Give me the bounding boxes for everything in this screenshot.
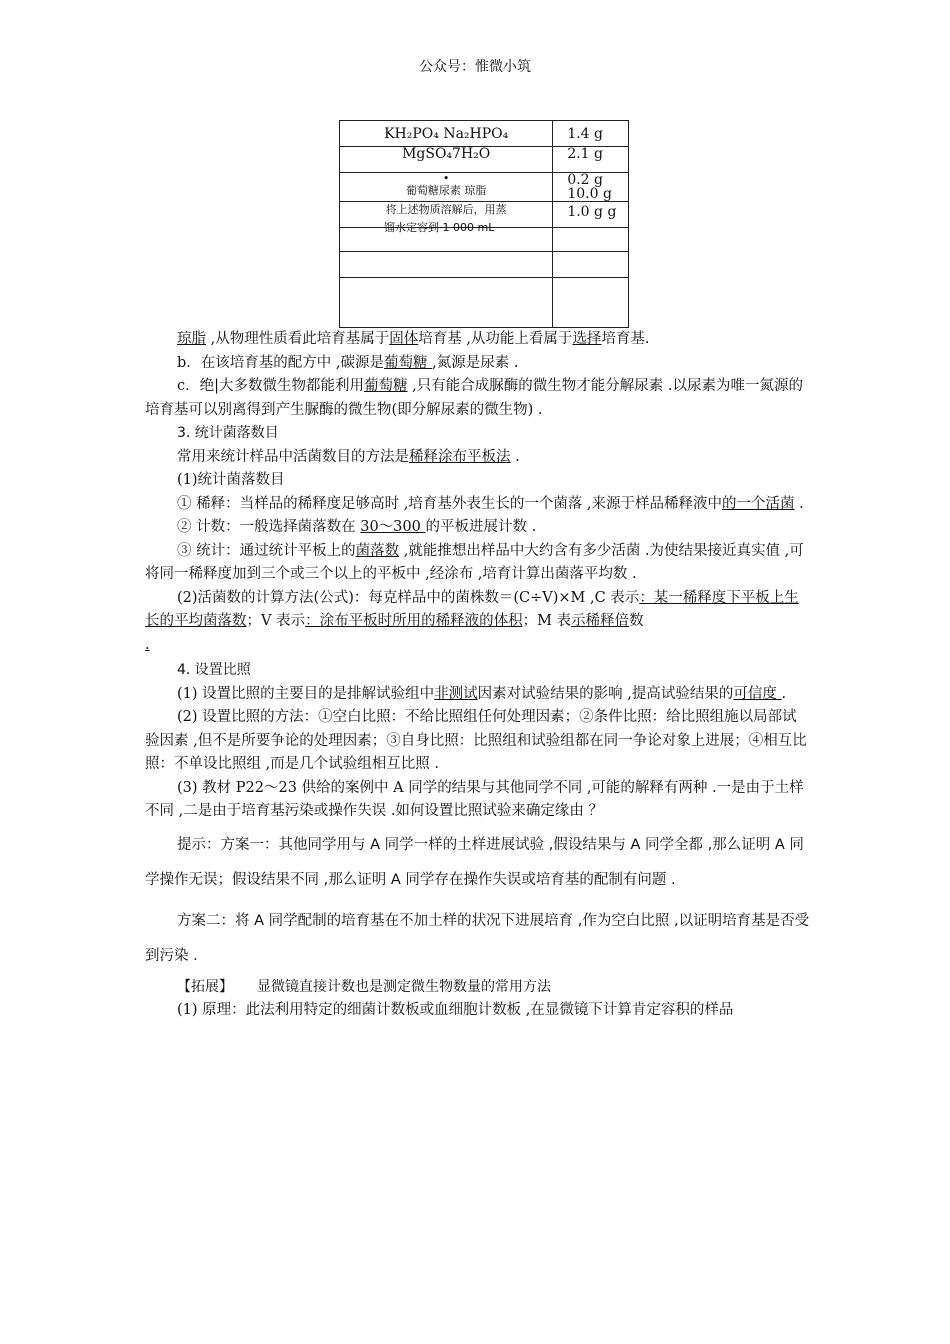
section-heading: 4. 设置比照	[177, 662, 251, 678]
table-cell	[553, 228, 629, 252]
amount-5: 1.0 g g	[567, 204, 617, 220]
text: ,就能推想出样品中大约含有多少活菌 .为使结果接近真实值 ,可将同一稀释度加到三个或三个以上的平板中 ,经涂布 ,培育计算出菌落平均数 .	[145, 542, 804, 582]
text: .	[510, 448, 520, 465]
amount-3: 0.2 g	[567, 172, 604, 188]
answer-non-test: 非测试	[434, 685, 478, 702]
paragraph: (1)统计菌落数目	[177, 472, 285, 488]
hint-plan-one: 提示：方案一：其他同学用与 A 同学一样的土样进展试验 ,假设结果与 A 同学全都 ,那么证明 A 同学操作无误；假设结果不同 ,那么证明 A 同学存在操作失误或培育基的配制有问题 .	[145, 836, 804, 888]
text: b．在该培育基的配方中 ,碳源是	[177, 354, 384, 371]
mgso4-label: MgSO₄7H₂O	[402, 146, 491, 162]
amount-2: 2.1 g	[567, 146, 604, 162]
text: .	[145, 636, 150, 653]
paragraph	[145, 352, 810, 376]
table-cell	[553, 147, 629, 173]
paragraph	[145, 683, 810, 707]
table-cell	[553, 252, 629, 278]
text: 因素对试验结果的影响 ,提高试验结果的	[477, 685, 734, 702]
table-cell	[553, 173, 629, 202]
dissolve-instruction: 将上述物质溶解后，用蒸	[385, 203, 507, 216]
extension-title: 显微镜直接计数也是测定微生物数量的常用方法	[257, 978, 551, 995]
table-cell	[553, 121, 629, 147]
paragraph	[145, 540, 810, 587]
table-cell	[340, 278, 553, 328]
formula-text: (2)活菌数的计算方法(公式)：每克样品中的菌株数＝(C÷V)×M ,C 表示	[177, 589, 640, 606]
paragraph: (3) 教材 P22～23 供给的案例中 A 同学的结果与其他同学不同 ,可能的解释有两种 .一是由于土样不同 ,二是由于培育基污染或操作失误 .如何设置比照试验来确定缘由 ？	[145, 779, 804, 819]
extension-heading	[145, 976, 810, 1000]
text: (1) 设置比照的主要目的是排解试验组中	[177, 685, 435, 702]
glucose-urea-agar-label: 葡萄糖尿素 琼脂	[405, 184, 487, 197]
text: ② 计数：一般选择菌落数在	[177, 519, 361, 535]
paragraph	[145, 375, 810, 422]
text: 数	[629, 613, 644, 629]
text: 常用来统计样品中活菌数目的方法是	[177, 448, 409, 465]
volume-instruction: 馏水定容到 1 000 mL	[384, 221, 495, 234]
answer-selective: 选择	[572, 331, 602, 347]
text: ,只有能合成脲酶的微生物才能分解尿素 .以尿素为唯一氮源的培育基可以别离得到产生脲酶的微生物(即分解尿素的微生物) .	[145, 378, 803, 418]
text: .	[794, 495, 804, 512]
text: ① 稀释：当样品的稀释度足够高时 ,培育基外表生长的一个菌落 ,来源于样品稀释液中	[177, 495, 723, 512]
text: .	[781, 685, 787, 702]
paragraph	[145, 446, 810, 470]
paragraph	[145, 328, 810, 352]
table-cell	[340, 173, 553, 202]
amount-4: 10.0 g	[567, 186, 612, 202]
paragraph: (1) 原理：此法利用特定的细菌计数板或血细胞计数板 ,在显微镜下计算肯定容积的样品	[177, 1002, 734, 1018]
table-cell	[340, 221, 553, 252]
answer-glucose: 葡萄糖	[364, 378, 408, 394]
answer-solid: 固体	[389, 331, 419, 347]
section-heading: 3. 统计菌落数目	[177, 425, 279, 441]
paragraph: (2) 设置比照的方法：①空白比照：不给比照组任何处理因素；②条件比照：给比照组施以局部试验因素 ,但不是所要争论的处理因素；③自身比照：比照组和试验组都在同一争论对象上进展；④相互比照：不单设比照组 ,而是几个试验组相互比照 .	[145, 709, 807, 772]
table-cell	[553, 202, 629, 228]
medium-recipe-table	[339, 120, 629, 328]
extension-label: 【拓展】	[177, 978, 233, 995]
answer-v-meaning: ：涂布平板时所用的稀释液的体积	[305, 613, 523, 629]
paragraph	[145, 587, 810, 658]
answer-colony-count: 菌落数	[355, 542, 400, 559]
text: ,氮源是尿素 .	[432, 354, 519, 371]
answer-reliability: 可信度	[733, 685, 782, 702]
answer-method: 稀释涂布平板法	[409, 448, 511, 465]
answer-c-meaning: ：某一稀释度下平板上生长的平均菌落数	[145, 589, 799, 629]
text: c．绝|大多数微生物都能利用	[177, 378, 365, 394]
text: 培育基.	[601, 331, 650, 347]
answer-agar: 琼脂	[177, 331, 206, 347]
answer-glucose: 葡萄糖	[384, 354, 433, 371]
text: ③ 统计：通过统计平板上的	[177, 542, 356, 559]
salt-label: KH₂PO₄ Na₂HPO₄	[384, 126, 509, 142]
text: ,从物理性质看此培育基属于	[206, 331, 390, 347]
main-text	[145, 328, 810, 1023]
hint-plan-two: 方案二：将 A 同学配制的培育基在不加土样的状况下进展培育 ,作为空白比照 ,以证明培育基是否受到污染 .	[145, 912, 810, 964]
text: ；M 表	[522, 613, 572, 629]
dot-mark: •	[442, 172, 450, 185]
table-cell	[340, 121, 553, 147]
answer-m-meaning: 示稀释倍	[571, 613, 630, 629]
table-cell	[553, 278, 629, 328]
table-cell	[340, 252, 553, 278]
text: 培育基 ,从功能上看属于	[418, 331, 573, 347]
text: 的平板进展计数 .	[425, 519, 537, 535]
page-header: 公众号：惟微小筑	[419, 59, 531, 75]
amount-1: 1.4 g	[567, 126, 604, 142]
text: ；V 表示	[246, 613, 306, 629]
table-cell	[340, 147, 553, 173]
paragraph	[145, 516, 810, 540]
answer-one-cell: 的一个活菌	[722, 495, 795, 512]
paragraph	[145, 493, 810, 517]
answer-range: 30～300	[360, 519, 426, 535]
